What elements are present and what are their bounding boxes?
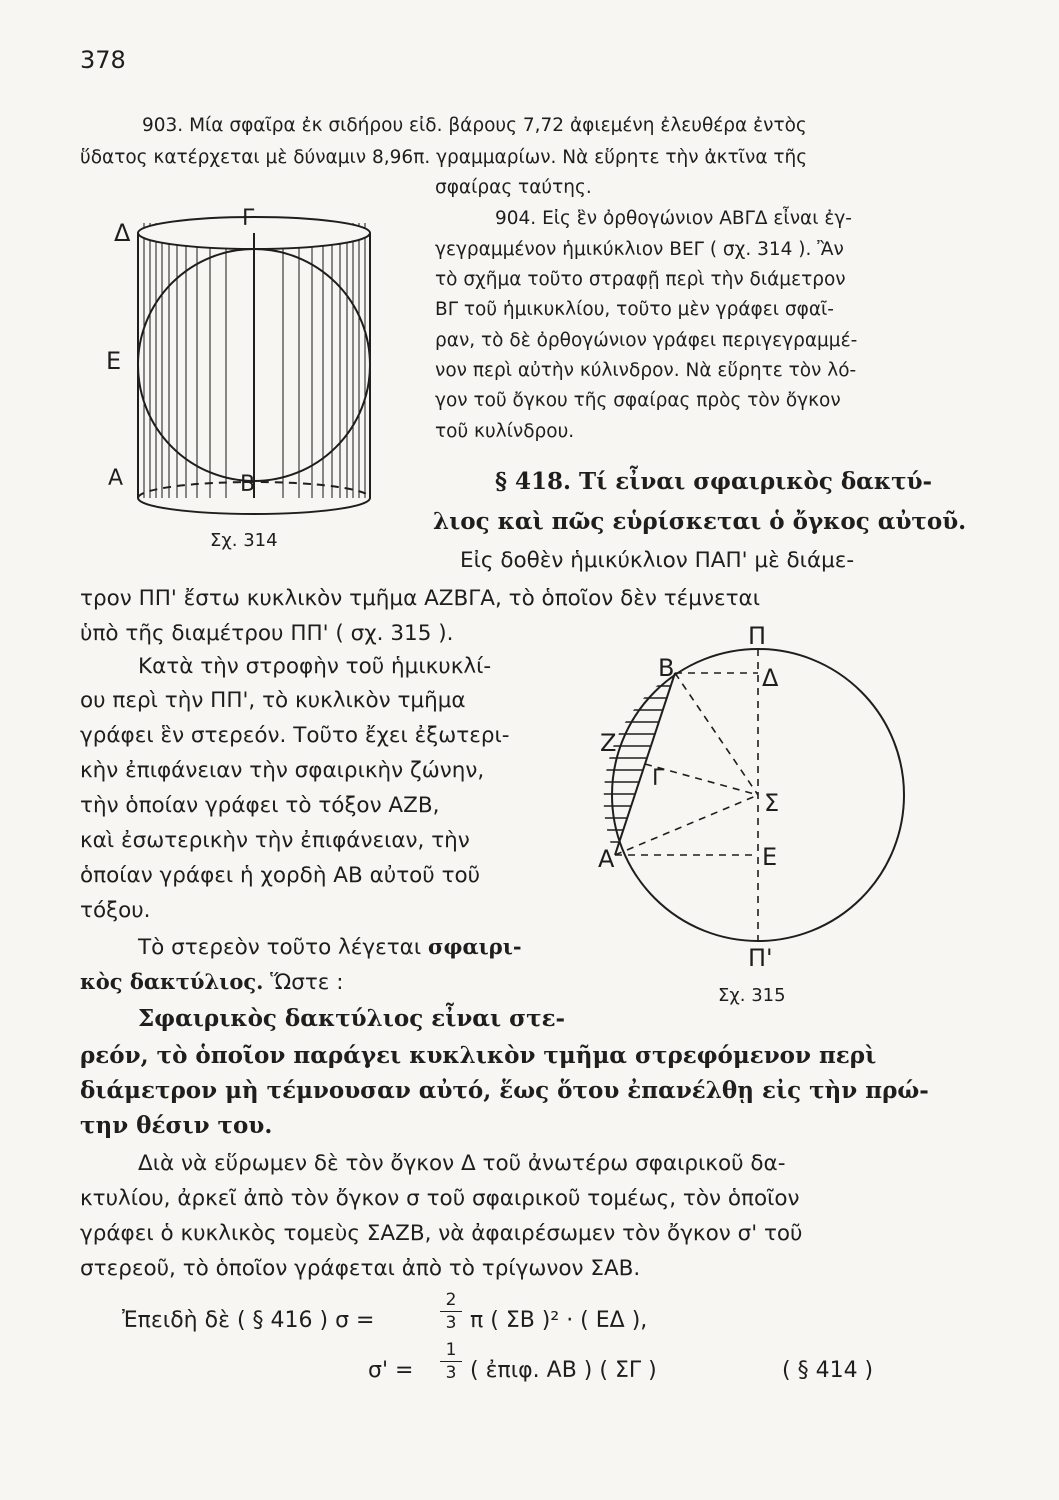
section-418-heading: § 418. Τί εἶναι σφαιρικὸς δακτύ- [495, 468, 933, 495]
definition-line: ρεόν, τὸ ὁποῖον παράγει κυκλικὸν τμῆμα στρεφόμενον περὶ [80, 1042, 877, 1069]
paragraph-line: γράφει ἓν στερεόν. Τοῦτο ἔχει ἐξωτερι- [80, 723, 510, 748]
cylinder-bottom-front [138, 498, 370, 514]
exercise-903-line: ὕδατος κατέρχεται μὲ δύναμιν 8,96π. γραμμαρίων. Νὰ εὕρητε τὴν ἀκτῖνα τῆς [80, 147, 808, 168]
label-pi: Π [748, 622, 767, 650]
label-delta: Δ [762, 664, 779, 692]
equation-2-numerator: 1 [445, 1340, 457, 1360]
intro-line: Εἰς δοθὲν ἡμικύκλιον ΠΑΠ' μὲ διάμε- [460, 548, 855, 573]
label-gamma: Γ [652, 766, 665, 791]
paragraph-line: γράφει ὁ κυκλικὸς τομεὺς ΣΑΖΒ, νὰ ἀφαιρέσωμεν τὸν ὄγκον σ' τοῦ [80, 1221, 803, 1246]
paragraph-line: καὶ ἐσωτερικὴν τὴν ἐπιφάνειαν, τὴν [80, 828, 470, 853]
paragraph-line: τόξου. [80, 898, 151, 923]
label-pi-prime: Π' [748, 944, 773, 972]
label-delta: Δ [114, 219, 131, 247]
label-gamma: Γ [242, 206, 255, 231]
exercise-903-line: σφαίρας ταύτης. [435, 177, 592, 198]
page-number: 378 [80, 46, 126, 74]
exercise-904-line: γον τοῦ ὄγκου τῆς σφαίρας πρὸς τὸν ὄγκον [435, 390, 841, 411]
label-epsilon: Ε [762, 843, 778, 871]
paragraph-line: κτυλίου, ἀρκεῖ ἀπὸ τὸν ὄγκον σ τοῦ σφαιρικοῦ τομέως, τὸν ὁποῖον [80, 1186, 800, 1211]
label-alpha: Α [108, 466, 124, 491]
equation-1-prefix: Ἐπειδὴ δὲ ( § 416 ) σ = [122, 1308, 375, 1333]
paragraph-line: κὴν ἐπιφάνειαν τὴν σφαιρικὴν ζώνην, [80, 758, 485, 783]
paragraph-line: στερεοῦ, τὸ ὁποῖον γράφεται ἀπὸ τὸ τρίγωνον ΣΑΒ. [80, 1256, 641, 1281]
equation-2-denominator: 3 [445, 1363, 457, 1383]
figure-315-caption: Σχ. 315 [718, 985, 786, 1006]
exercise-904-line: τοῦ κυλίνδρου. [435, 421, 575, 442]
label-beta: Β [658, 654, 675, 682]
exercise-903-line: 903. Μία σφαῖρα ἐκ σιδήρου εἰδ. βάρους 7,72 ἀφιεμένη ἐλευθέρα ἐντὸς [142, 115, 807, 136]
solid-name-line [138, 933, 522, 961]
label-sigma: Σ [764, 789, 780, 817]
solid-name-line [80, 968, 343, 996]
solid-name-tail: Ὥστε : [270, 970, 344, 995]
figure-315 [590, 620, 950, 985]
label-epsilon: Ε [106, 347, 122, 375]
solid-name-term: σφαιρι- [427, 934, 522, 959]
exercise-904-line: 904. Εἰς ἓν ὀρθογώνιον ΑΒΓΔ εἶναι ἐγ- [495, 208, 852, 229]
intro-line: ὑπὸ τῆς διαμέτρου ΠΠ' ( σχ. 315 ). [80, 621, 454, 646]
equation-1-numerator: 2 [445, 1290, 457, 1310]
solid-name-term: κὸς δακτύλιος. [80, 969, 264, 994]
intro-line: τρον ΠΠ' ἔστω κυκλικὸν τμῆμα ΑΖΒΓΑ, τὸ ὁποῖον δὲν τέμνεται [80, 586, 760, 611]
exercise-904-line: γεγραμμένον ἡμικύκλιον ΒΕΓ ( σχ. 314 ). Ἂν [435, 239, 844, 260]
solid-name-text: Τὸ στερεὸν τοῦτο λέγεται [138, 935, 422, 960]
label-zeta: Ζ [600, 729, 617, 757]
exercise-904-line: τὸ σχῆμα τοῦτο στραφῇ περὶ τὴν διάμετρον [435, 269, 846, 290]
segment-hatching [590, 686, 710, 842]
exercise-904-line: ΒΓ τοῦ ἡμικυκλίου, τοῦτο μὲν γράφει σφαῖ- [435, 299, 834, 320]
equation-1-denominator: 3 [445, 1313, 457, 1333]
equation-2-suffix: ( ἐπιφ. ΑΒ ) ( ΣΓ ) [470, 1358, 657, 1383]
label-beta: Β [240, 472, 256, 497]
definition-line: διάμετρον μὴ τέμνουσαν αὐτό, ἕως ὅτου ἐπανέλθῃ εἰς τὴν πρώ- [80, 1077, 929, 1104]
exercise-904-line: ραν, τὸ δὲ ὀρθογώνιον γράφει περιγεγραμμέ- [435, 330, 858, 351]
equation-2-fraction [440, 1340, 462, 1383]
paragraph-line: Κατὰ τὴν στροφὴν τοῦ ἡμικυκλί- [138, 654, 492, 679]
radius-sigma-a [615, 795, 758, 855]
equation-1-suffix: π ( ΣΒ )² · ( ΕΔ ), [470, 1308, 648, 1333]
radius-sigma-b [675, 673, 758, 795]
paragraph-line: Διὰ νὰ εὕρωμεν δὲ τὸν ὄγκον Δ τοῦ ἀνωτέρω σφαιρικοῦ δα- [138, 1151, 786, 1176]
paragraph-line: τὴν ὁποίαν γράφει τὸ τόξον ΑΖΒ, [80, 793, 440, 818]
label-alpha: Α [598, 845, 615, 873]
exercise-904-line: νον περὶ αὐτὴν κύλινδρον. Νὰ εὕρητε τὸν λό- [435, 360, 857, 381]
figure-314-caption: Σχ. 314 [210, 530, 278, 551]
equation-2-reference: ( § 414 ) [782, 1358, 874, 1383]
section-418-heading: λιος καὶ πῶς εὑρίσκεται ὁ ὄγκος αὐτοῦ. [433, 508, 967, 535]
paragraph-line: ου περὶ τὴν ΠΠ', τὸ κυκλικὸν τμῆμα [80, 688, 466, 713]
figure-314 [100, 195, 400, 525]
equation-1-fraction [440, 1290, 462, 1333]
definition-line: Σφαιρικὸς δακτύλιος εἶναι στε- [138, 1005, 566, 1032]
definition-line: την θέσιν του. [80, 1112, 273, 1139]
paragraph-line: ὁποίαν γράφει ἡ χορδὴ ΑΒ αὐτοῦ τοῦ [80, 863, 481, 888]
equation-2-prefix: σ' = [368, 1358, 414, 1383]
